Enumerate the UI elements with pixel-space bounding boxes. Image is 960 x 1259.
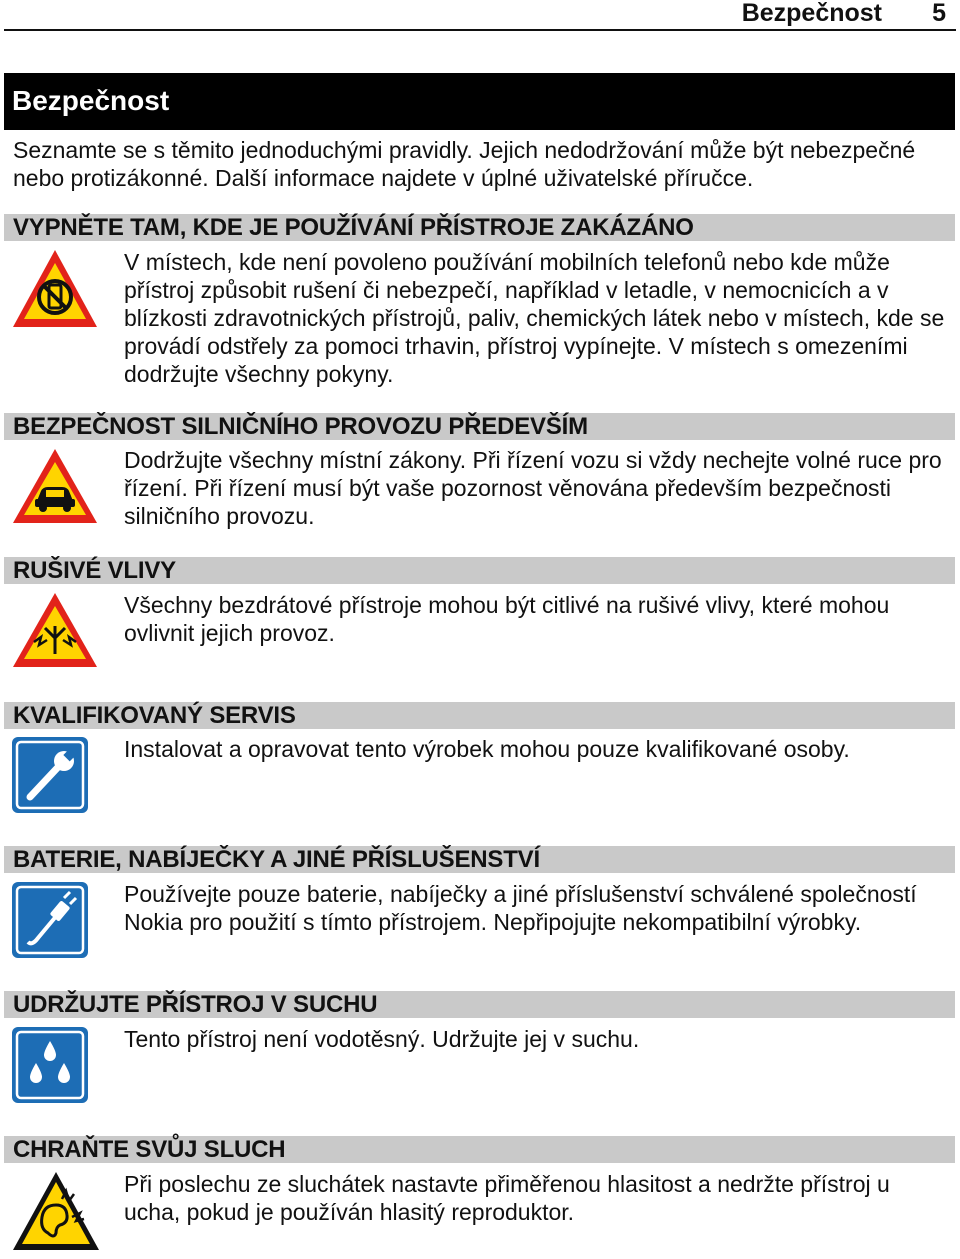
section-heading: CHRAŇTE SVŮJ SLUCH	[13, 1136, 286, 1163]
section-text: Dodržujte všechny místní zákony. Při řízení vozu si vždy nechejte volné ruce pro řízení. Při řízení musí být vaše pozornost věnována především bezpečnosti silničního provozu.	[124, 447, 942, 529]
chapter-title-bar	[4, 73, 955, 130]
section-heading-bar	[4, 1136, 955, 1163]
hearing-warning-icon	[10, 1169, 102, 1258]
section-heading: VYPNĚTE TAM, KDE JE POUŽÍVÁNÍ PŘÍSTROJE ZAKÁZÁNO	[13, 214, 694, 241]
section-heading-bar	[4, 702, 955, 729]
intro-paragraph: Seznamte se s těmito jednoduchými pravidly. Jejich nedodržování může být nebezpečné nebo protizákonné. Další informace najdete v úplné uživatelské příručce.	[13, 137, 916, 191]
page-header	[0, 0, 960, 30]
plug-icon	[10, 880, 90, 965]
section-text: Při poslechu ze sluchátek nastavte přiměřenou hlasitost a nedržte přístroj u ucha, pokud je používán hlasitý reproduktor.	[124, 1171, 890, 1225]
section-text: Všechny bezdrátové přístroje mohou být citlivé na rušivé vlivy, které mohou ovlivnit jejich provoz.	[124, 592, 890, 646]
running-title: Bezpečnost	[741, 0, 882, 27]
section-heading: KVALIFIKOVANÝ SERVIS	[13, 702, 296, 729]
water-drops-icon	[10, 1025, 90, 1110]
page-number: 5	[932, 0, 946, 27]
section-heading-bar	[4, 991, 955, 1018]
section-heading: BATERIE, NABÍJEČKY A JINÉ PŘÍSLUŠENSTVÍ	[13, 846, 540, 873]
car-warning-icon	[10, 446, 100, 531]
section-heading: RUŠIVÉ VLIVY	[13, 557, 176, 584]
chapter-title: Bezpečnost	[12, 85, 170, 116]
interference-warning-icon	[10, 590, 100, 675]
section-heading-bar	[4, 557, 955, 584]
section-heading: BEZPEČNOST SILNIČNÍHO PROVOZU PŘEDEVŠÍM	[13, 413, 588, 440]
section-text: V místech, kde není povoleno používání mobilních telefonů nebo kde může přístroj způsobit rušení či nebezpečí, například v letadle, v nemocnicích a v blízkosti zdravotnických přístrojů, paliv, chemických látek nebo v místech, kde se provádí odstřely za pomoci trhavin, přístroj vypínejte. V místech s omezeními dodržujte všechny pokyny.	[124, 249, 945, 387]
section-heading-bar	[4, 214, 955, 241]
section-text: Tento přístroj není vodotěsný. Udržujte jej v suchu.	[124, 1026, 640, 1052]
section-text: Používejte pouze baterie, nabíječky a jiné příslušenství schválené společností Nokia pro použití s tímto přístrojem. Nepřipojujte nekompatibilní výrobky.	[124, 881, 917, 935]
section-heading-bar	[4, 413, 955, 440]
no-phone-icon	[10, 247, 100, 336]
section-heading-bar	[4, 846, 955, 873]
header-rule	[4, 29, 956, 31]
wrench-icon	[10, 735, 90, 820]
section-text: Instalovat a opravovat tento výrobek mohou pouze kvalifikované osoby.	[124, 736, 850, 762]
section-heading: UDRŽUJTE PŘÍSTROJ V SUCHU	[13, 991, 378, 1018]
